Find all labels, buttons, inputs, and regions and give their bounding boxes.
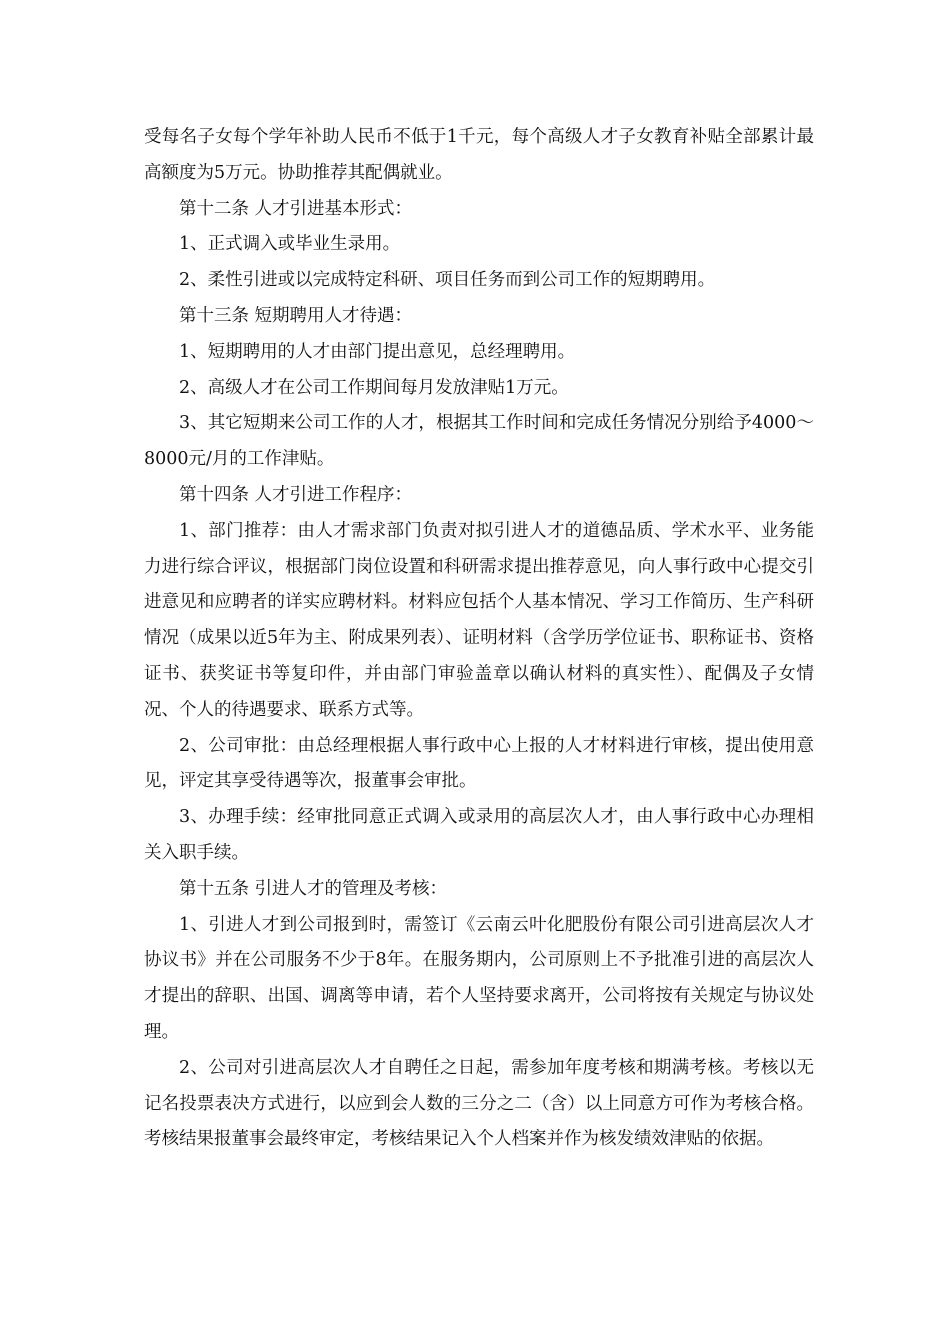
article-13-item-3: 3、其它短期来公司工作的人才，根据其工作时间和完成任务情况分别给予4000～8000元/月的工作津贴。 bbox=[144, 413, 814, 470]
article-12-item-1: 1、正式调入或毕业生录用。 bbox=[179, 234, 401, 255]
article-12-heading: 第十二条 人才引进基本形式： bbox=[179, 198, 413, 219]
article-12-item-2: 2、柔性引进或以完成特定科研、项目任务而到公司工作的短期聘用。 bbox=[179, 270, 716, 291]
article-14-item-2: 2、公司审批：由总经理根据人事行政中心上报的人才材料进行审核，提出使用意见，评定其享受待遇等次，报董事会审批。 bbox=[144, 735, 814, 792]
article-15-heading: 第十五条 引进人才的管理及考核： bbox=[179, 878, 448, 899]
article-13-heading: 第十三条 短期聘用人才待遇： bbox=[179, 305, 413, 326]
article-14-item-3: 3、办理手续：经审批同意正式调入或录用的高层次人才，由人事行政中心办理相关入职手续。 bbox=[144, 807, 814, 863]
article-13-item-1: 1、短期聘用的人才由部门提出意见，总经理聘用。 bbox=[179, 341, 576, 362]
paragraph-continuation: 受每名子女每个学年补助人民币不低于1千元，每个高级人才子女教育补贴全部累计最高额度为5万元。协助推荐其配偶就业。 bbox=[144, 127, 814, 183]
document-body bbox=[144, 120, 814, 1158]
article-14-item-1: 1、部门推荐：由人才需求部门负责对拟引进人才的道德品质、学术水平、业务能力进行综合评议，根据部门岗位设置和科研需求提出推荐意见，向人事行政中心提交引进意见和应聘者的详实应聘材料。材料应包括个人基本情况、学习工作简历、生产科研情况（成果以近5年为主、附成果列表）、证明材料（含学历学位证书、职称证书、资格证书、获奖证书等复印件，并由部门审验盖章以确认材料的真实性）、配偶及子女情况、个人的待遇要求、联系方式等。 bbox=[144, 520, 814, 720]
article-13-item-2: 2、高级人才在公司工作期间每月发放津贴1万元。 bbox=[179, 377, 569, 398]
article-14-heading: 第十四条 人才引进工作程序： bbox=[179, 484, 413, 505]
article-15-item-2: 2、公司对引进高层次人才自聘任之日起，需参加年度考核和期满考核。考核以无记名投票表决方式进行，以应到会人数的三分之二（含）以上同意方可作为考核合格。考核结果报董事会最终审定，考核结果记入个人档案并作为核发绩效津贴的依据。 bbox=[144, 1057, 814, 1150]
article-15-item-1: 1、引进人才到公司报到时，需签订《云南云叶化肥股份有限公司引进高层次人才协议书》并在公司服务不少于8年。在服务期内，公司原则上不予批准引进的高层次人才提出的辞职、出国、调离等申请，若个人坚持要求离开，公司将按有关规定与协议处理。 bbox=[144, 914, 814, 1042]
